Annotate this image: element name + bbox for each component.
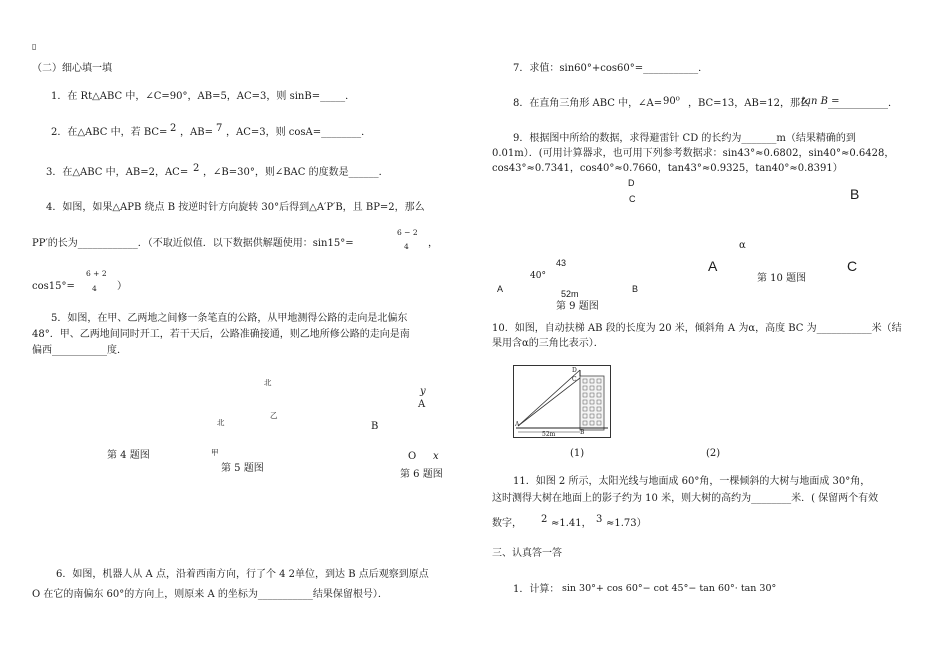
q4-line-2: PP′的长为____________．（不取近似值．以下数据供解题使用：sin15°= [32, 238, 354, 249]
q10-line-1: 10．如图，自动扶梯 AB 段的长度为 20 米，倾斜角 A 为α，高度 BC 为___________米（结 [492, 323, 902, 334]
q5-line-3: 偏西___________度． [32, 345, 127, 356]
fig4-caption: 第 4 题图 [107, 450, 150, 461]
q2-part-b: ，AB= [180, 127, 213, 138]
q4-frac-1-bottom: 4 [404, 242, 409, 251]
q2-part-c: ，AC=3，则 cosA=________． [226, 127, 372, 138]
q11-root-3: 3 [596, 514, 603, 525]
q4-line-3: cos15°= [32, 281, 75, 292]
fig6-y-axis-label: y [420, 386, 426, 397]
fig5-jia-label: 甲 [211, 448, 219, 457]
fig9-point-a: A [497, 284, 504, 294]
q4-close: ） [117, 281, 127, 292]
section-3-heading: 三、认真答一答 [492, 548, 562, 559]
q5-line-2: 48°．甲、乙两地间同时开工，若干天后，公路准确接通，则乙地所修公路的走向是南 [32, 329, 410, 340]
figure-caption-1: (1) [570, 448, 585, 459]
q8-part-c: ____________． [828, 98, 898, 109]
q11-approx-3: ≈1.73） [606, 518, 647, 529]
q2-root-1: 2 [170, 123, 177, 134]
figure-caption-2: (2) [706, 448, 721, 459]
fig5-north-label: 北 [264, 378, 272, 387]
fig9-angle-43: 43 [556, 258, 567, 268]
fig9-distance: 52m [561, 289, 579, 299]
q4-frac-1-top: 6 − 2 [397, 228, 418, 237]
fig6-caption: 第 6 题图 [400, 469, 443, 480]
q8-tan-b: tan B = [801, 96, 840, 107]
fig10-point-a: A [708, 258, 718, 274]
fig6-point-b: B [371, 421, 379, 432]
fig6-x-axis-label: x [433, 451, 439, 462]
building-figure-drawing [514, 366, 610, 437]
fig10-alpha: α [739, 240, 746, 251]
q4-frac-2-bottom: 4 [92, 284, 97, 293]
question-7: 7．求值：sin60°+cos60°=___________． [513, 63, 709, 74]
fig9-point-c: C [629, 194, 636, 204]
q2-root-2: 7 [216, 123, 223, 134]
fig4-north-label: 北 [217, 418, 225, 427]
q11-line-3: 数字， [492, 518, 522, 529]
q6-line-2: O 在它的南偏东 60°的方向上，则原来 A 的坐标为___________结果保留根号）． [32, 589, 388, 600]
fig10-caption: 第 10 题图 [757, 273, 807, 284]
q11-line-1: 11．如图 2 所示，太阳光线与地面成 60°角，一棵倾斜的大树与地面成 30°角， [513, 476, 871, 487]
fig9-point-d: D [628, 178, 635, 188]
fig10-point-c: C [847, 258, 858, 274]
q9-line-1: 9．根据图中所给的数据，求得避雷针 CD 的长约为_______m（结果精确的到 [513, 133, 856, 144]
q4-line-1: 4．如图，如果△APB 绕点 B 按逆时针方向旋转 30°后得到△A′P′B，且 BP=2，那么 [46, 202, 425, 213]
photo-label-c: C [572, 376, 577, 383]
q4-frac-2-top: 6 + 2 [86, 269, 107, 278]
q8-angle: 90⁰ [663, 96, 680, 107]
q10-line-2: 果用含α的三角比表示）． [492, 338, 604, 349]
q3-part-b: ，∠B=30°，则∠BAC 的度数是______． [203, 167, 389, 178]
fig6-origin: O [408, 451, 417, 462]
q2-part-a: 2．在△ABC 中，若 BC= [51, 127, 168, 138]
photo-label-b: B [580, 429, 585, 436]
q9-line-3: cos43°≈0.7341，cos40°≈0.7660，tan43°≈0.9325，tan40°≈0.8391） [492, 163, 843, 174]
q11-line-2: 这时测得大树在地面上的影子约为 10 米，则大树的高约为________米．( 保留两个有效 [492, 493, 879, 504]
q11-root-2: 2 [541, 514, 548, 525]
q3-root-1: 2 [193, 163, 200, 174]
calc-label: 1．计算： [513, 584, 560, 595]
corner-mark: ▯ [32, 42, 37, 51]
q6-line-1: 6．如图，机器人从 A 点，沿着西南方向，行了个 4 2单位，到达 B 点后观察到原点 [56, 569, 429, 580]
question-1: 1．在 Rt△ABC 中，∠C=90°，AB=5，AC=3，则 sinB=_____． [51, 91, 356, 102]
fig9-caption: 第 9 题图 [556, 301, 599, 312]
q8-part-b: ，BC=13，AB=12，那么 [688, 98, 810, 109]
photo-label-a: A [515, 421, 520, 428]
q8-part-a: 8．在直角三角形 ABC 中，∠A= [513, 98, 663, 109]
q11-approx-2: ≈1.41， [551, 518, 592, 529]
fig6-point-a: A [418, 399, 426, 410]
fig5-caption: 第 5 题图 [221, 463, 264, 474]
q4-comma: ， [428, 238, 438, 249]
building-figure [513, 365, 611, 438]
fig9-angle-40: 40° [530, 271, 546, 281]
photo-label-distance: 52m [542, 431, 556, 437]
fig9-point-b: B [632, 284, 639, 294]
fig10-point-b: B [850, 186, 860, 202]
section-heading: （二）细心填一填 [32, 63, 112, 74]
q9-line-2: 0.01m）．(可用计算器求，也可用下列参考数据求：sin43°≈0.6802，sin40°≈0.6428， [492, 148, 895, 159]
photo-label-d: D [572, 367, 577, 374]
q3-part-a: 3．在△ABC 中，AB=2，AC= [46, 167, 189, 178]
calc-expression: sin 30°+ cos 60°− cot 45°− tan 60°· tan 30° [562, 583, 777, 594]
fig5-yi-label: 乙 [270, 411, 278, 420]
q5-line-1: 5．如图，在甲、乙两地之间修一条笔直的公路，从甲地测得公路的走向是北偏东 [51, 313, 408, 324]
